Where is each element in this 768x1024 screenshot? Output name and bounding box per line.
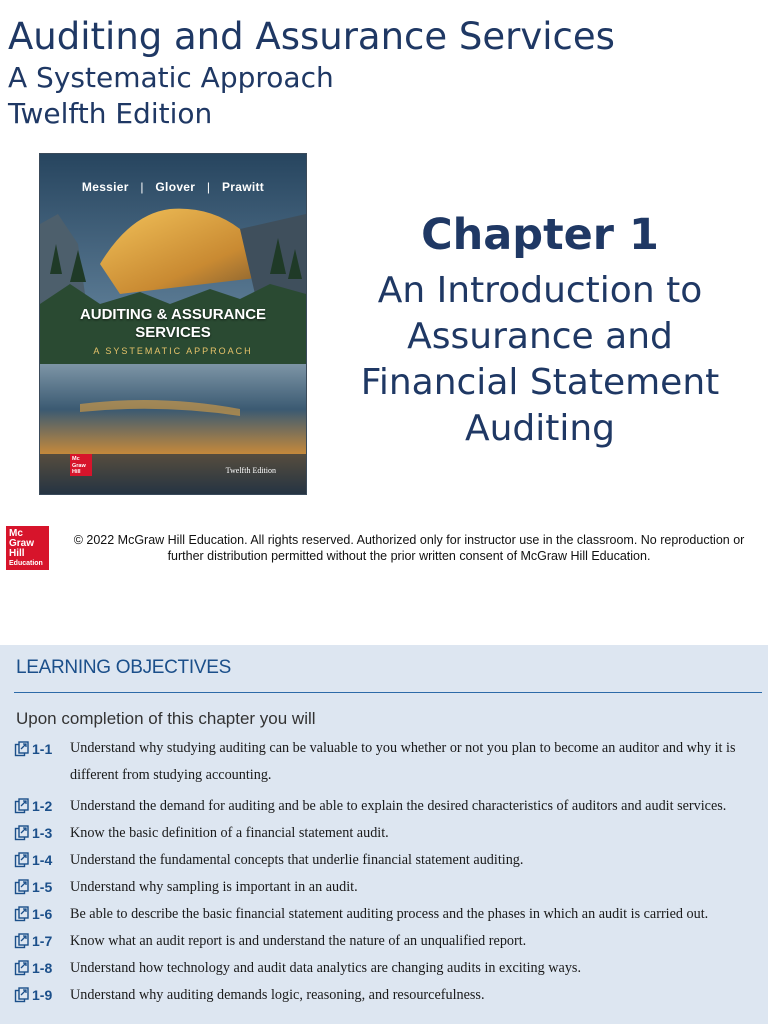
- chapter-heading: [330, 208, 750, 452]
- objective-tag: [14, 739, 70, 759]
- objective-number: 1-6: [32, 906, 53, 922]
- cover-author-2: Glover: [155, 180, 196, 194]
- cover-title-line-1: AUDITING & ASSURANCE: [79, 306, 267, 323]
- book-edition: Twelfth Edition: [8, 97, 213, 130]
- objective-number: 1-3: [32, 825, 53, 841]
- objective-text: Understand the fundamental concepts that underlie financial statement auditing.: [70, 852, 524, 868]
- objective-number: 1-8: [32, 960, 53, 976]
- book-title: Auditing and Assurance Services: [8, 15, 615, 58]
- document-link-icon: [14, 987, 32, 1003]
- objective-number: 1-4: [32, 852, 53, 868]
- learning-objective-item: [14, 985, 754, 1005]
- chapter-title: An Introduction to Assurance and Financial Statement Auditing: [360, 270, 720, 449]
- objective-text: Understand why auditing demands logic, reasoning, and resourcefulness.: [70, 987, 485, 1003]
- learning-objective-item: [14, 796, 754, 816]
- cover-title-line-2: SERVICES: [135, 324, 211, 341]
- objective-number: 1-1: [32, 741, 53, 757]
- objective-tag: [14, 823, 70, 843]
- objective-text: Understand how technology and audit data analytics are changing audits in exciting ways.: [70, 960, 581, 976]
- learning-objective-item: [14, 958, 754, 978]
- objective-number: 1-2: [32, 798, 53, 814]
- cover-author-1: Messier: [81, 180, 129, 194]
- learning-objective-item: [14, 739, 754, 789]
- cover-publisher-logo: [70, 454, 92, 476]
- cover-authors: [40, 180, 306, 194]
- learning-objectives-panel: [0, 645, 768, 1024]
- cover-edition: Twelfth Edition: [225, 466, 276, 475]
- objective-number: 1-7: [32, 933, 53, 949]
- logo-line-1: Mc: [9, 528, 23, 539]
- objective-text: Know the basic definition of a financial statement audit.: [70, 825, 389, 841]
- cover-subtitle: A SYSTEMATIC APPROACH: [93, 346, 253, 356]
- objective-tag: [14, 985, 70, 1005]
- objective-tag: [14, 796, 70, 816]
- book-subtitle: A Systematic Approach: [8, 61, 334, 94]
- book-title-block: [8, 14, 615, 132]
- copyright-notice: © 2022 McGraw Hill Education. All rights reserved. Authorized only for instructor use in the classroom. No reproduction or further distribution permitted without the prior written consent of McGraw Hill Education.: [73, 533, 745, 563]
- objective-text: Be able to describe the basic financial statement auditing process and the phases in which an audit is carried out.: [70, 906, 709, 922]
- book-cover-image: [39, 153, 307, 495]
- document-link-icon: [14, 906, 32, 922]
- objective-number: 1-9: [32, 987, 53, 1003]
- document-link-icon: [14, 798, 32, 814]
- heading-divider: [14, 692, 762, 693]
- logo-line-2: Graw: [9, 538, 35, 549]
- objective-text: Understand why sampling is important in an audit.: [70, 879, 358, 895]
- objective-text: Know what an audit report is and understand the nature of an unqualified report.: [70, 933, 527, 949]
- objective-tag: [14, 877, 70, 897]
- objective-tag: [14, 958, 70, 978]
- objective-number: 1-5: [32, 879, 53, 895]
- learning-objective-item: [14, 823, 754, 843]
- cover-author-3: Prawitt: [221, 180, 265, 194]
- document-link-icon: [14, 825, 32, 841]
- mcgraw-hill-logo: [6, 526, 49, 570]
- document-link-icon: [14, 960, 32, 976]
- document-link-icon: [14, 879, 32, 895]
- cover-title: [40, 306, 306, 342]
- learning-objective-item: [14, 850, 754, 870]
- document-link-icon: [14, 933, 32, 949]
- learning-objective-item: [14, 931, 754, 951]
- document-link-icon: [14, 852, 32, 868]
- chapter-number: Chapter 1: [421, 210, 659, 260]
- document-link-icon: [14, 741, 32, 757]
- learning-objectives-heading: LEARNING OBJECTIVES: [16, 657, 231, 678]
- objective-text: Understand why studying auditing can be valuable to you whether or not you plan to become an auditor and why it is different from studying accounting.: [70, 740, 736, 783]
- learning-objective-item: [14, 877, 754, 897]
- objective-tag: [14, 904, 70, 924]
- logo-line-4: Education: [9, 560, 43, 567]
- cover-logo-text: Mc Graw Hill: [72, 456, 86, 475]
- learning-objective-item: [14, 904, 754, 924]
- cover-separator: |: [140, 180, 144, 194]
- objective-tag: [14, 850, 70, 870]
- objective-text: Understand the demand for auditing and be able to explain the desired characteristics of auditors and audit services.: [70, 798, 727, 814]
- learning-objectives-intro: Upon completion of this chapter you will: [16, 709, 316, 728]
- logo-line-3: Hill: [9, 548, 25, 559]
- objective-tag: [14, 931, 70, 951]
- cover-separator: |: [206, 180, 211, 194]
- learning-objectives-list: [14, 739, 754, 1012]
